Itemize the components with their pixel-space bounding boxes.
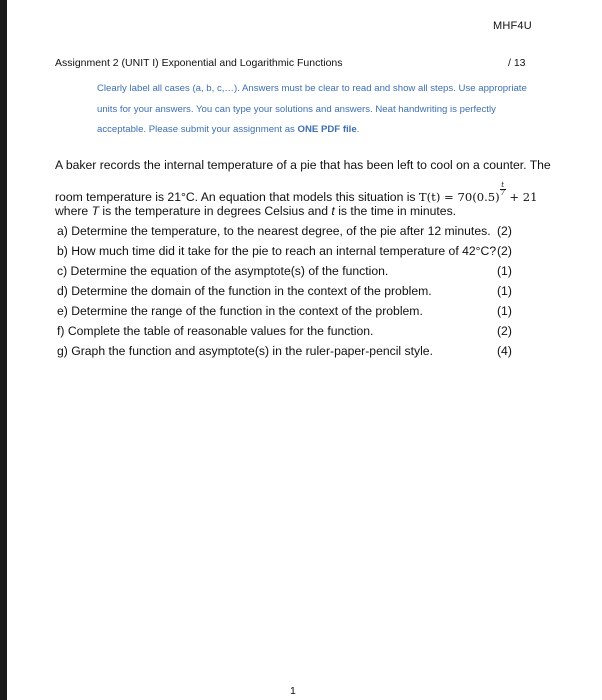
exponent-numerator: t <box>501 181 505 189</box>
marks-f: (2) <box>497 324 512 338</box>
problem-line-2-text: room temperature is 21°C. An equation that models this situation is <box>55 190 419 204</box>
question-f: f) Complete the table of reasonable values for the function. <box>57 324 374 338</box>
question-e: e) Determine the range of the function in the context of the problem. <box>57 304 423 318</box>
instructions-text: Clearly label all cases (a, b, c,…). Answers must be clear to read and show all steps. Use appropriate units for your answers. You can type your solutions and answers. Neat handwriting is perfectly acceptable. Please submit your assignment as <box>97 83 527 135</box>
total-marks: / 13 <box>508 57 526 69</box>
variable-T: T <box>91 204 100 218</box>
question-c: c) Determine the equation of the asymptote(s) of the function. <box>57 264 389 278</box>
marks-e: (1) <box>497 304 512 318</box>
instructions-emphasis: ONE PDF file <box>297 124 357 135</box>
line3-mid: is the temperature in degrees Celsius and <box>99 204 332 218</box>
question-d: d) Determine the domain of the function in the context of the problem. <box>57 284 432 298</box>
page-left-edge <box>0 0 7 700</box>
problem-line-2 <box>55 182 545 204</box>
line3-end: is the time in minutes. <box>334 204 457 218</box>
problem-line-3 <box>55 204 545 218</box>
question-b: b) How much time did it take for the pie to reach an internal temperature of 42°C? <box>57 244 497 258</box>
problem-line-1: A baker records the internal temperature of a pie that has been left to cool on a counter. The <box>55 158 551 172</box>
equation-lhs: T(t) = 70(0.5) <box>418 190 500 204</box>
assignment-title: Assignment 2 (UNIT I) Exponential and Logarithmic Functions <box>55 57 343 69</box>
equation-rhs: + 21 <box>505 190 538 204</box>
variable-t: t <box>331 204 335 218</box>
marks-b: (2) <box>497 244 512 258</box>
instructions <box>97 79 537 141</box>
marks-c: (1) <box>497 264 512 278</box>
where-text: where <box>55 204 92 218</box>
exponent-denominator: 7 <box>500 189 505 197</box>
marks-a: (2) <box>497 224 512 238</box>
marks-g: (4) <box>497 344 512 358</box>
marks-d: (1) <box>497 284 512 298</box>
instructions-end: . <box>356 124 360 135</box>
page-number: 1 <box>290 685 296 697</box>
question-a: a) Determine the temperature, to the nearest degree, of the pie after 12 minutes. <box>57 224 491 238</box>
question-g: g) Graph the function and asymptote(s) in the ruler-paper-pencil style. <box>57 344 433 358</box>
course-code: MHF4U <box>493 20 532 32</box>
equation <box>418 181 538 204</box>
